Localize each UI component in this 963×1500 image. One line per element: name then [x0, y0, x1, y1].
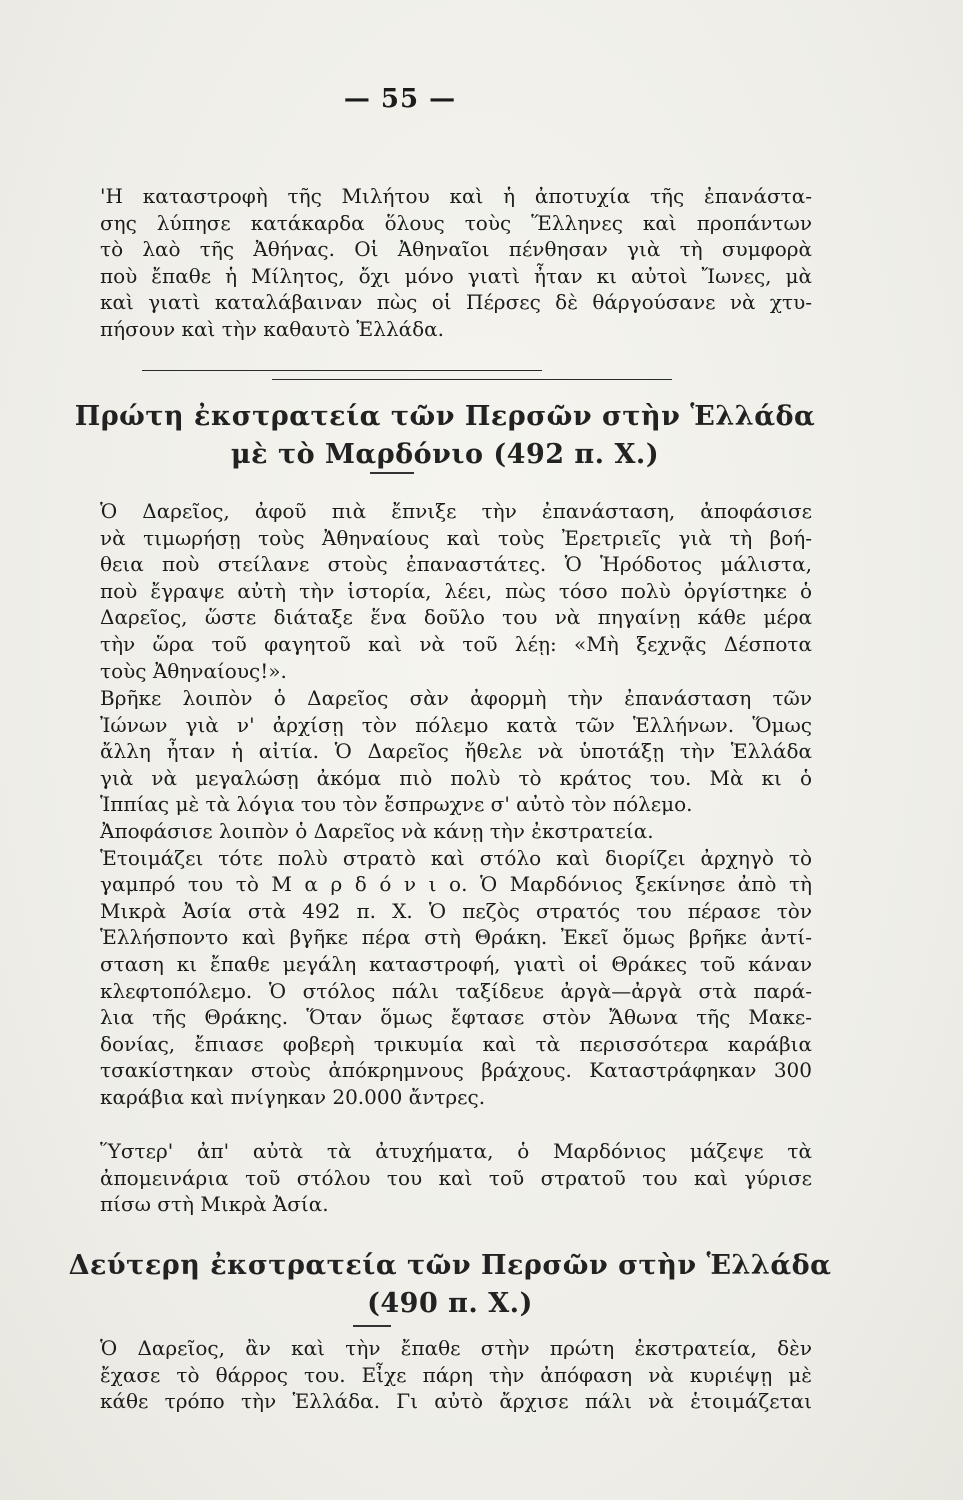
divider-line — [142, 370, 542, 371]
text-line: ποὺ ἔγραψε αὐτὴ τὴν ἱστορία, λέει, πὼς τόσο πολὺ ὀργίστηκε ὁ — [100, 578, 812, 603]
text-line: καράβια καὶ πνίγηκαν 20.000 ἄντρες. — [100, 1084, 486, 1109]
text-line: Μικρὰ Ἀσία στὰ 492 π. Χ. Ὁ πεζὸς στρατός του πέρασε τὸν — [100, 898, 812, 923]
text-line: τσακίστηκαν στοὺς ἀπόκρημνους βράχους. Καταστράφηκαν 300 — [100, 1058, 812, 1083]
text-line: ἄλλη ἦταν ἡ αἰτία. Ὁ Δαρεῖος ἤθελε νὰ ὑποτάξῃ τὴν Ἑλλάδα — [100, 739, 812, 764]
heading-underline — [370, 472, 414, 474]
paragraph-intro — [100, 183, 812, 343]
text-line: ἔχασε τὸ θάρρος του. Εἶχε πάρη τὴν ἀπόφαση νὰ κυριέψῃ μὲ — [100, 1362, 812, 1387]
text-line: Δαρεῖος, ὥστε διάταξε ἕνα δοῦλο του νὰ πηγαίνῃ κάθε μέρα — [100, 605, 812, 630]
heading-underline — [353, 1325, 391, 1327]
text-line: δονίας, ἔπιασε φοβερὴ τρικυμία καὶ τὰ περισσότερα καράβια — [100, 1031, 812, 1056]
text-line: Ὁ Δαρεῖος, ἂν καὶ τὴν ἔπαθε στὴν πρώτη ἐκστρατεία, δὲν — [100, 1336, 812, 1360]
heading-line: μὲ τὸ Μαρδόνιο (492 π. Χ.) — [230, 439, 660, 470]
text-line: καὶ γιατὶ καταλάβαιναν πὼς οἱ Πέρσες δὲ θάργούσανε νὰ χτυ- — [100, 290, 812, 315]
heading-line: Δεύτερη ἐκστρατεία τῶν Περσῶν στὴν Ἑλλάδα — [68, 1250, 832, 1281]
text-line: γαμπρό του τὸ Μ α ρ δ ό ν ι ο. Ὁ Μαρδόνιος ξεκίνησε ἀπὸ τὴ — [100, 872, 812, 897]
text-line: Ἰώνων γιὰ ν' ἀρχίσῃ τὸν πόλεμο κατὰ τῶν Ἑλλήνων. Ὅμως — [100, 712, 812, 737]
text-line: κάθε τρόπο τὴν Ἑλλάδα. Γι αὐτὸ ἄρχισε πάλι νὰ ἑτοιμάζεται — [100, 1389, 812, 1414]
text-line: γιὰ νὰ μεγαλώσῃ ἀκόμα πιὸ πολὺ τὸ κράτος του. Μὰ κι ὁ — [100, 765, 812, 790]
text-line: νὰ τιμωρήσῃ τοὺς Ἀθηναίους καὶ τοὺς Ἐρετριεῖς γιὰ τὴ βοή- — [100, 525, 812, 550]
text-line: θεια ποὺ στείλανε στοὺς ἐπαναστάτες. Ὁ Ἡρόδοτος μάλιστα, — [100, 552, 812, 577]
text-line: Ἑλλήσποντο καὶ βγῆκε πέρα στὴ Θράκη. Ἐκεῖ ὅμως βρῆκε ἀντί- — [100, 925, 812, 950]
paragraph-pretext — [100, 685, 812, 818]
text-line: Ἑτοιμάζει τότε πολὺ στρατὸ καὶ στόλο καὶ διορίζει ἀρχηγὸ τὸ — [100, 845, 812, 870]
section-heading-first-campaign — [60, 398, 830, 474]
text-line: τὴν ὥρα τοῦ φαγητοῦ καὶ νὰ τοῦ λέῃ: «Μὴ ξεχνᾷς Δέσποτα — [100, 631, 812, 656]
text-line: 'Η καταστροφὴ τῆς Μιλήτου καὶ ἡ ἀποτυχία τῆς ἐπανάστα- — [100, 184, 812, 208]
text-line: Βρῆκε λοιπὸν ὁ Δαρεῖος σὰν ἀφορμὴ τὴν ἐπανάσταση τῶν — [100, 686, 812, 710]
text-line: τοὺς Ἀθηναίους!». — [100, 658, 287, 683]
paragraph-return — [100, 1138, 812, 1218]
heading-line: Πρώτη ἐκστρατεία τῶν Περσῶν στὴν Ἑλλάδα — [74, 401, 816, 432]
section-heading-second-campaign — [20, 1247, 880, 1323]
text-line: Ὁ Δαρεῖος, ἀφοῦ πιὰ ἔπνιξε τὴν ἐπανάσταση, ἀποφάσισε — [100, 499, 812, 523]
divider-line — [272, 379, 672, 380]
text-line: τὸ λαὸ τῆς Ἀθήνας. Οἱ Ἀθηναῖοι πένθησαν γιὰ τὴ συμφορὰ — [100, 237, 812, 262]
page-number: — 55 — — [343, 84, 457, 114]
text-line: λια τῆς Θράκης. Ὅταν ὅμως ἔφτασε στὸν Ἄθωνα τῆς Μακε- — [100, 1005, 812, 1030]
text-line: πήσουν καὶ τὴν καθαυτὸ Ἑλλάδα. — [100, 316, 445, 341]
paragraph-second-campaign — [100, 1335, 812, 1415]
text-line: κλεφτοπόλεμο. Ὁ στόλος πάλι ταξίδευε ἀργὰ—ἀργὰ στὰ παρά- — [100, 978, 812, 1003]
text-line: ἀπομεινάρια τοῦ στόλου του καὶ τοῦ στρατοῦ του καὶ γύρισε — [100, 1165, 812, 1190]
text-line: σης λύπησε κατάκαρδα ὅλους τοὺς Ἕλληνες καὶ προπάντων — [100, 210, 812, 235]
text-line: Ὕστερ' ἀπ' αὐτὰ τὰ ἀτυχήματα, ὁ Μαρδόνιος μάζεψε τὰ — [100, 1139, 812, 1163]
text-line: σταση κι ἔπαθε μεγάλη καταστροφή, γιατὶ οἱ Θράκες τοῦ κάναν — [100, 951, 812, 976]
heading-line: (490 π. Χ.) — [367, 1288, 533, 1319]
text-line: Ἀποφάσισε λοιπὸν ὁ Δαρεῖος νὰ κάνῃ τὴν ἐκστρατεία. — [100, 819, 654, 843]
paragraph-mardonius — [100, 818, 812, 1111]
text-line: ποὺ ἔπαθε ἡ Μίλητος, ὄχι μόνο γιατὶ ἦταν κι αὐτοὶ Ἴωνες, μὰ — [100, 263, 812, 288]
text-line: Ἱππίας μὲ τὰ λόγια του τὸν ἔσπρωχνε σ' αὐτὸ τὸν πόλεμο. — [100, 792, 693, 817]
text-line: πίσω στὴ Μικρὰ Ἀσία. — [100, 1192, 329, 1217]
paragraph-darius-revenge — [100, 498, 812, 684]
